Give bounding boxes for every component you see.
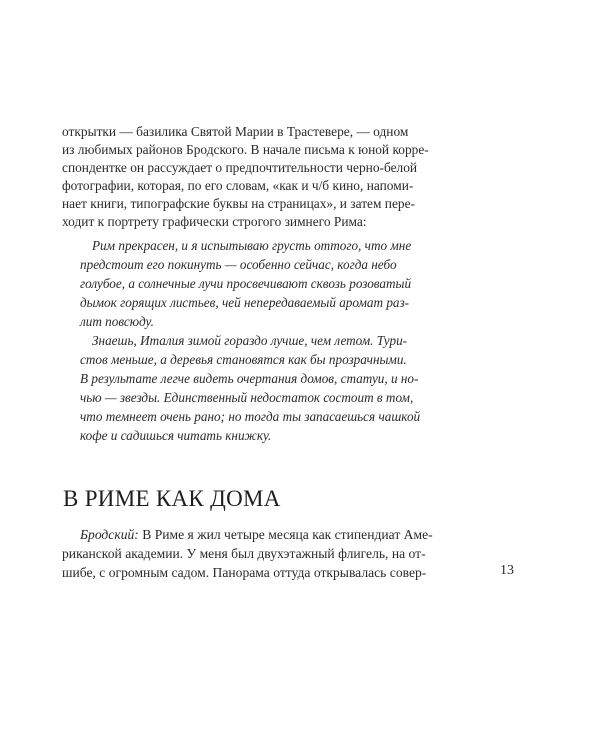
- quote-line: кофе и садишься читать книжку.: [80, 428, 272, 443]
- text-line: фотографии, которая, по его словам, «как и ч/б кино, напоми-: [62, 178, 414, 193]
- text-line: ходит к портрету графически строгого зимнего Рима:: [62, 214, 367, 229]
- text-line: нает книги, типографские буквы на страницах», и затем пере-: [62, 196, 416, 211]
- section-heading: В РИМЕ КАК ДОМА: [63, 486, 281, 511]
- text-line: шибе, с огромным садом. Панорама оттуда открывалась совер-: [62, 565, 427, 580]
- quote-line: что темнеет очень рано; но тогда ты запасаешься чашкой: [80, 409, 421, 424]
- speaker-name: Бродский:: [80, 527, 139, 542]
- text-line: открытки — базилика Святой Марии в Трастевере, — одном: [62, 124, 409, 139]
- quote-line: предстоит его покинуть — особенно сейчас, когда небо: [80, 257, 397, 272]
- quote-line: Знаешь, Италия зимой гораздо лучше, чем летом. Тури-: [92, 333, 408, 348]
- quote-line: стов меньше, а деревья становятся как бы прозрачными.: [80, 352, 407, 367]
- text-line: [80, 526, 433, 544]
- quote-line: В результате легче видеть очертания домов, статуи, и но-: [80, 371, 419, 386]
- quote-line: лит повсюду.: [80, 314, 154, 329]
- text-line: спондентке он рассуждает о предпочтительности черно-белой: [62, 160, 418, 175]
- quote-line: голубое, а солнечные лучи просвечивают сквозь розоватый: [80, 276, 412, 291]
- text-line-rest: В Риме я жил четыре месяца как стипендиат Аме-: [138, 527, 433, 542]
- quote-line: дымок горящих листьев, чей непередаваемый аромат раз-: [80, 295, 410, 310]
- page-number: 13: [500, 563, 514, 578]
- text-line: из любимых районов Бродского. В начале письма к юной корре-: [62, 142, 429, 157]
- quote-line: чью — звезды. Единственный недостаток состоит в том,: [80, 390, 414, 405]
- text-line: риканской академии. У меня был двухэтажный флигель, на от-: [62, 546, 426, 561]
- quote-line: Рим прекрасен, и я испытываю грусть оттого, что мне: [92, 238, 412, 253]
